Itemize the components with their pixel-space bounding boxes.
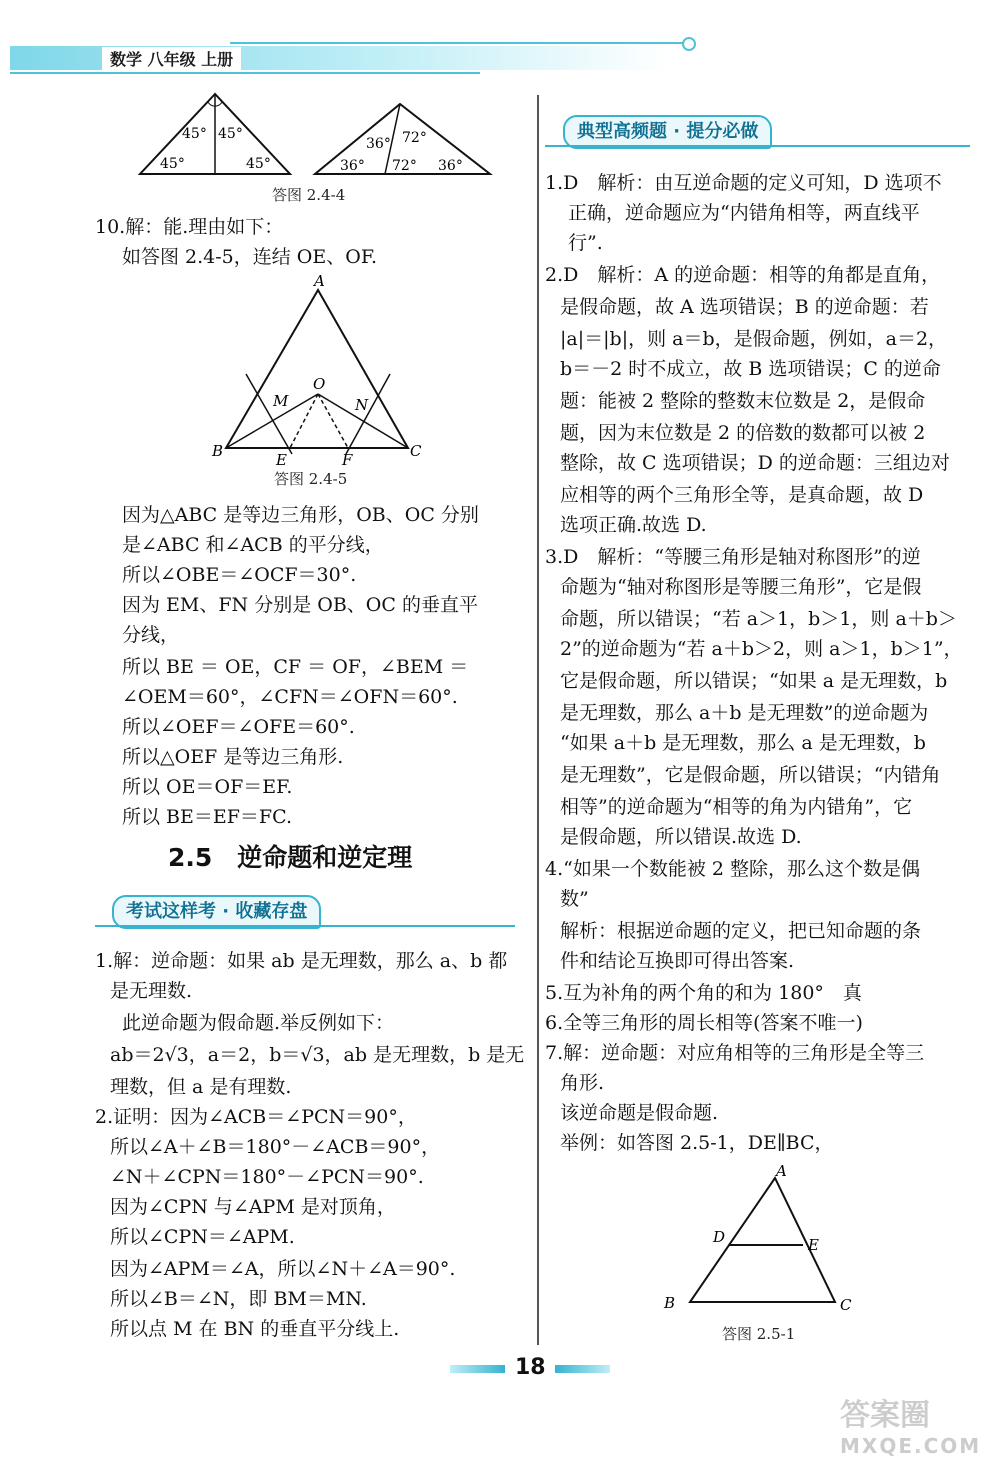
r-line-17: 是无理数，那么 a＋b 是无理数”的逆命题为 <box>560 702 929 724</box>
r-line-10: 应相等的两个三角形全等，是真命题，故 D <box>560 484 924 506</box>
svg-text:O: O <box>313 375 326 393</box>
fig244-b2: 72° <box>402 130 427 146</box>
section-title: 2.5 逆命题和逆定理 <box>168 843 413 872</box>
header-rule <box>230 42 685 44</box>
fig244-b3: 36° <box>340 158 365 174</box>
q2-line-3: 因为∠CPN 与∠APM 是对顶角， <box>110 1196 396 1218</box>
r-line-25: 件和结论互换即可得出答案. <box>560 950 795 972</box>
r-line-22: 4.“如果一个数能被 2 整除，那么这个数是偶 <box>545 858 921 880</box>
q10-line-12: 所以 BE＝EF＝FC. <box>122 806 293 828</box>
r-line-5: |a|＝|b|，则 a＝b，是假命题，例如，a＝2， <box>560 328 948 350</box>
r-line-0: 1.D 解析：由互逆命题的定义可知，D 选项不 <box>545 172 942 194</box>
q10-line-6: 分线， <box>122 624 180 646</box>
r-line-11: 选项正确.故选 D. <box>560 514 707 536</box>
svg-text:E: E <box>808 1236 819 1254</box>
fig244-a4: 45° <box>246 156 271 172</box>
svg-text:N: N <box>355 396 369 414</box>
tag-exam: 考试这样考 · 收藏存盘 <box>112 895 321 929</box>
r-line-18: “如果 a＋b 是无理数，那么 a 是无理数，b <box>560 732 926 754</box>
q10-line-10: 所以△OEF 是等边三角形. <box>122 746 344 768</box>
fig244-b1: 36° <box>366 136 391 152</box>
q10-line-7: 所以 BE ＝ OE，CF ＝ OF，∠BEM ＝ <box>122 656 469 678</box>
svg-text:C: C <box>840 1296 852 1314</box>
q2-line-7: 所以点 M 在 BN 的垂直平分线上. <box>110 1318 400 1340</box>
q10-line-9: 所以∠OEF＝∠OFE＝60°. <box>122 716 355 738</box>
r-line-1: 正确，逆命题应为“内错角相等，两直线平 <box>568 202 920 224</box>
r-line-3: 2.D 解析：A 的逆命题：相等的角都是直角， <box>545 264 941 286</box>
tag-highfreq: 典型高频题 · 提分必做 <box>563 115 772 149</box>
page-number-bar-right <box>555 1365 610 1373</box>
fig244-b4: 72° <box>392 158 417 174</box>
q2-line-6: 所以∠B＝∠N，即 BM＝MN. <box>110 1288 367 1310</box>
watermark <box>840 1390 990 1458</box>
r-line-2: 行”. <box>568 232 603 254</box>
page-number: 18 <box>515 1355 546 1380</box>
q2-line-0: 2.证明：因为∠ACB＝∠PCN＝90°， <box>95 1106 417 1128</box>
r-line-31: 举例：如答图 2.5-1，DE∥BC， <box>560 1132 834 1154</box>
r-line-19: 是无理数”，它是假命题，所以错误；“内错角 <box>560 764 941 786</box>
r-line-27: 6.全等三角形的周长相等(答案不唯一) <box>545 1012 863 1034</box>
fig251-caption: 答图 2.5-1 <box>722 1325 796 1343</box>
r-line-7: 题：能被 2 整除的整数末位数是 2，是假命 <box>560 390 926 412</box>
tag-exam-rule <box>95 925 515 927</box>
header-bar <box>10 42 680 72</box>
r-line-8: 题，因为末位数是 2 的倍数的数都可以被 2 <box>560 422 926 444</box>
svg-text:C: C <box>410 442 422 460</box>
q10-line-3: 是∠ABC 和∠ACB 的平分线， <box>122 534 384 556</box>
r-line-21: 是假命题，所以错误.故选 D. <box>560 826 802 848</box>
r-line-16: 它是假命题，所以错误；“如果 a 是无理数，b <box>560 670 948 692</box>
r-line-20: 相等”的逆命题为“相等的角为内错角”，它 <box>560 796 913 818</box>
fig244-a1: 45° <box>182 126 207 142</box>
q1-line-4: 理数，但 a 是有理数. <box>110 1076 292 1098</box>
r-line-24: 解析：根据逆命题的定义，把已知命题的条 <box>560 920 922 942</box>
r-line-30: 该逆命题是假命题. <box>560 1102 719 1124</box>
svg-text:B: B <box>212 442 224 460</box>
watermark-bottom: MXQE.COM <box>840 1434 982 1458</box>
r-line-23: 数” <box>560 888 589 910</box>
svg-text:D: D <box>713 1228 726 1246</box>
q1-line-0: 1.解：逆命题：如果 ab 是无理数，那么 a、b 都 <box>95 950 508 972</box>
fig244-b5: 36° <box>438 158 463 174</box>
q2-line-4: 所以∠CPN＝∠APM. <box>110 1226 295 1248</box>
q10-line-4: 所以∠OBE＝∠OCF＝30°. <box>122 564 357 586</box>
fig245-caption: 答图 2.4-5 <box>274 470 348 488</box>
q1-line-3: ab＝2√3，a＝2，b＝√3，ab 是无理数，b 是无 <box>110 1044 525 1066</box>
svg-text:A: A <box>314 272 325 290</box>
r-line-29: 角形. <box>560 1072 605 1094</box>
q10-line-1: 如答图 2.4-5，连结 OE、OF. <box>122 246 378 268</box>
svg-text:B: B <box>664 1294 676 1312</box>
q2-line-1: 所以∠A＋∠B＝180°－∠ACB＝90°， <box>110 1136 441 1158</box>
q2-line-5: 因为∠APM＝∠A，所以∠N＋∠A＝90°. <box>110 1258 456 1280</box>
r-line-9: 整除，故 C 选项错误；D 的逆命题：三组边对 <box>560 452 950 474</box>
figure-2-5-1 <box>660 1160 860 1320</box>
watermark-top: 答案圈 <box>840 1398 930 1433</box>
svg-text:F: F <box>342 451 353 467</box>
svg-text:M: M <box>273 392 289 410</box>
q1-line-1: 是无理数. <box>110 980 193 1002</box>
r-line-4: 是假命题，故 A 选项错误；B 的逆命题：若 <box>560 296 929 318</box>
svg-text:E: E <box>276 451 287 467</box>
q10-line-0: 10.解：能.理由如下： <box>95 216 284 238</box>
r-line-15: 2”的逆命题为“若 a＋b＞2，则 a＞1，b＞1”， <box>560 638 963 660</box>
q10-line-8: ∠OEM＝60°，∠CFN＝∠OFN＝60°. <box>122 686 458 708</box>
fig244-a3: 45° <box>160 156 185 172</box>
svg-text:A: A <box>776 1162 787 1180</box>
q10-line-11: 所以 OE＝OF＝EF. <box>122 776 293 798</box>
tag-highfreq-rule <box>545 145 970 147</box>
r-line-26: 5.互为补角的两个角的和为 180° 真 <box>545 982 862 1004</box>
q10-line-5: 因为 EM、FN 分别是 OB、OC 的垂直平 <box>122 594 478 616</box>
q1-line-2: 此逆命题为假命题.举反例如下： <box>122 1012 395 1034</box>
r-line-6: b＝－2 时不成立，故 B 选项错误；C 的逆命 <box>560 358 941 380</box>
q10-line-2: 因为△ABC 是等边三角形，OB、OC 分别 <box>122 504 479 526</box>
figure-2-4-5 <box>210 272 430 467</box>
page-number-bar-left <box>450 1365 505 1373</box>
column-divider <box>537 95 539 1345</box>
header-rule-lower <box>10 72 480 74</box>
r-line-13: 命题为“轴对称图形是等腰三角形”，它是假 <box>560 576 922 598</box>
r-line-14: 命题，所以错误；“若 a＞1，b＞1，则 a＋b＞ <box>560 608 957 630</box>
r-line-12: 3.D 解析：“等腰三角形是轴对称图形”的逆 <box>545 546 921 568</box>
book-title: 数学 八年级 上册 <box>102 47 241 70</box>
r-line-28: 7.解：逆命题：对应角相等的三角形是全等三 <box>545 1042 925 1064</box>
header-dot <box>682 37 696 51</box>
fig244-a2: 45° <box>218 126 243 142</box>
q2-line-2: ∠N＋∠CPN＝180°－∠PCN＝90°. <box>110 1166 424 1188</box>
fig244-caption: 答图 2.4-4 <box>272 186 346 204</box>
